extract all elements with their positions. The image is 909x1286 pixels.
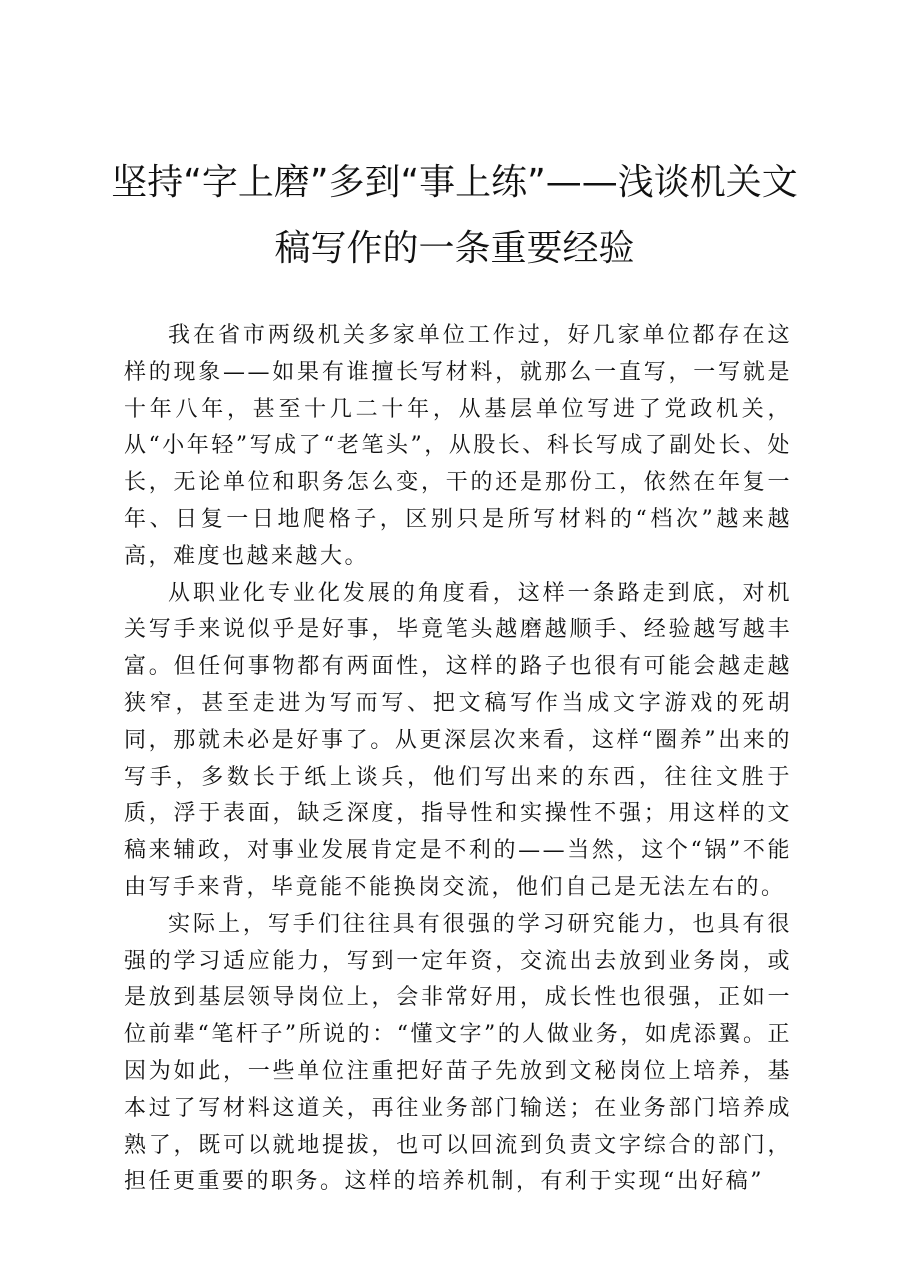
document-body (124, 318, 792, 1201)
paragraph-1: 我在省市两级机关多家单位工作过，好几家单位都存在这样的现象——如果有谁擅长写材料，就那么一直写，一写就是十年八年，甚至十几二十年，从基层单位写进了党政机关，从“小年轻”写成了“老笔头”，从股长、科长写成了副处长、处长，无论单位和职务怎么变，干的还是那份工，依然在年复一年、日复一日地爬格子，区别只是所写材料的“档次”越来越高，难度也越来越大。 (124, 323, 792, 569)
paragraph-2: 从职业化专业化发展的角度看，这样一条路走到底，对机关写手来说似乎是好事，毕竟笔头越磨越顺手、经验越写越丰富。但任何事物都有两面性，这样的路子也很有可能会越走越狭窄，甚至走进为写而写、把文稿写作当成文字游戏的死胡同，那就未必是好事了。从更深层次来看，这样“圈养”出来的写手，多数长于纸上谈兵，他们写出来的东西，往往文胜于质，浮于表面，缺乏深度，指导性和实操性不强；用这样的文稿来辅政，对事业发展肯定是不利的——当然，这个“锅”不能由写手来背，毕竟能不能换岗交流，他们自己是无法左右的。 (124, 580, 792, 900)
document-title: 坚持“字上磨”多到“事上练”——浅谈机关文稿写作的一条重要经验 (111, 162, 798, 269)
paragraph-3: 实际上，写手们往往具有很强的学习研究能力，也具有很强的学习适应能力，写到一定年资，交流出去放到业务岗，或是放到基层领导岗位上，会非常好用，成长性也很强，正如一位前辈“笔杆子”所说的：“懂文字”的人做业务，如虎添翼。正因为如此，一些单位注重把好苗子先放到文秘岗位上培养，基本过了写材料这道关，再往业务部门输送；在业务部门培养成熟了，既可以就地提拔，也可以回流到负责文字综合的部门，担任更重要的职务。这样的培养机制，有利于实现“出好稿” (124, 911, 792, 1195)
